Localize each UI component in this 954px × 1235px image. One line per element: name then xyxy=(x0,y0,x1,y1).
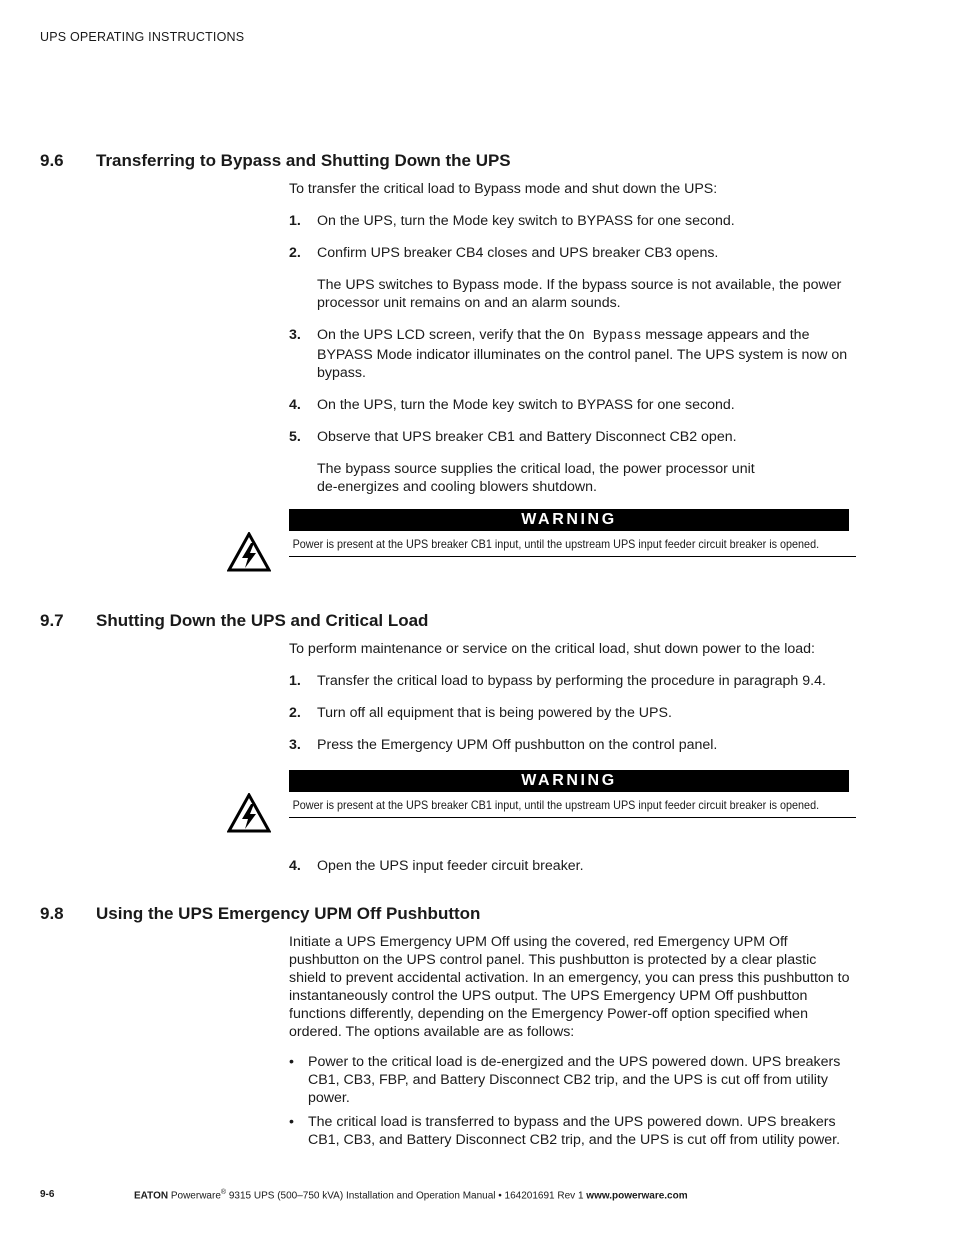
registered-mark: ® xyxy=(220,1189,227,1196)
step-text: Turn off all equipment that is being powered by the UPS. xyxy=(317,705,672,721)
lcd-message-code: On Bypass xyxy=(568,329,642,344)
step-item xyxy=(289,736,854,754)
section-heading-9-7 xyxy=(40,611,428,631)
section-body-9-6 xyxy=(289,180,854,496)
footer-title xyxy=(134,1189,688,1201)
section-body-9-7-continued xyxy=(289,857,854,875)
intro-text: Initiate a UPS Emergency UPM Off using the covered, red Emergency UPM Off pushbutton on the UPS control panel. This pushbutton is protected by a clear plastic shield to prevent accidental activation. In an emergency, you can press this pushbutton to instantaneously control the UPS output. The UPS Emergency UPM Off pushbutton functions differently, depending on the Emergency Power-off option specified when ordered. The options available are as follows: xyxy=(289,934,850,1040)
brand-name: EATON xyxy=(134,1190,169,1202)
section-number: 9.6 xyxy=(40,151,64,170)
section-body-9-8 xyxy=(289,933,854,1149)
step-number: 1. xyxy=(289,213,301,229)
section-body-9-7 xyxy=(289,640,854,754)
warning-text: Power is present at the UPS breaker CB1 input, until the upstream UPS input feeder circuit breaker is opened. xyxy=(289,531,856,557)
section-title: Using the UPS Emergency UPM Off Pushbutton xyxy=(96,904,481,923)
section-title: Shutting Down the UPS and Critical Load xyxy=(96,611,429,630)
section-number: 9.7 xyxy=(40,611,64,630)
step-item xyxy=(289,857,854,875)
step-item xyxy=(289,672,854,690)
section-heading-9-8 xyxy=(40,904,480,924)
section-title: Transferring to Bypass and Shutting Down the UPS xyxy=(96,151,511,170)
product-name: Powerware xyxy=(168,1190,221,1202)
step-item xyxy=(289,704,854,722)
section-number: 9.8 xyxy=(40,904,64,923)
step-text-post: message appears and the BYPASS Mode indicator illuminates on the control panel. The UPS system is now on bypass. xyxy=(317,327,848,381)
warning-box xyxy=(289,770,849,818)
step-text: Confirm UPS breaker CB4 closes and UPS breaker CB3 opens. xyxy=(317,245,719,261)
step-item xyxy=(289,326,854,382)
intro-text: To transfer the critical load to Bypass mode and shut down the UPS: xyxy=(289,181,718,197)
website-link[interactable]: www.powerware.com xyxy=(586,1190,688,1202)
step-text-pre: On the UPS LCD screen, verify that the xyxy=(317,327,569,343)
step-text: On the UPS, turn the Mode key switch to BYPASS for one second. xyxy=(317,213,735,229)
step-number: 3. xyxy=(289,737,301,753)
bullet-dot: • xyxy=(289,1114,294,1130)
step-number: 5. xyxy=(289,429,301,445)
step-number: 2. xyxy=(289,705,301,721)
step-item xyxy=(289,396,854,414)
bullet-text: The critical load is transferred to bypass and the UPS powered down. UPS breakers CB1, CB3, and Battery Disconnect CB2 trip, and the UPS is cut off from utility power. xyxy=(308,1114,841,1148)
step-number: 2. xyxy=(289,245,301,261)
step-note xyxy=(289,460,854,496)
step-text: Observe that UPS breaker CB1 and Battery Disconnect CB2 open. xyxy=(317,429,737,445)
step-text: On the UPS, turn the Mode key switch to BYPASS for one second. xyxy=(317,397,735,413)
electrical-hazard-icon xyxy=(227,793,271,833)
electrical-hazard-icon xyxy=(227,532,271,572)
page-number: 9-6 xyxy=(40,1189,55,1200)
step-text: Open the UPS input feeder circuit breaker. xyxy=(317,858,584,874)
section-heading-9-6 xyxy=(40,151,511,171)
bullet-text: Power to the critical load is de-energized and the UPS powered down. UPS breakers CB1, CB3, FBP, and Battery Disconnect CB2 trip, and the UPS is cut off from utility power. xyxy=(308,1054,841,1106)
intro-text: To perform maintenance or service on the critical load, shut down power to the load: xyxy=(289,641,816,657)
step-text: Press the Emergency UPM Off pushbutton on the control panel. xyxy=(317,737,718,753)
step-text: Transfer the critical load to bypass by performing the procedure in paragraph 9.4. xyxy=(317,673,826,689)
step-note xyxy=(289,276,854,312)
step-number: 3. xyxy=(289,327,301,343)
manual-title: 9315 UPS (500–750 kVA) Installation and Operation Manual • 164201691 Rev 1 xyxy=(226,1190,587,1202)
warning-label: WARNING xyxy=(289,770,849,792)
step-number: 1. xyxy=(289,673,301,689)
note-text: The UPS switches to Bypass mode. If the bypass source is not available, the power processor unit remains on and an alarm sounds. xyxy=(317,277,842,311)
step-number: 4. xyxy=(289,397,301,413)
warning-box xyxy=(289,509,849,557)
note-text-line-1: The bypass source supplies the critical load, the power processor unit xyxy=(317,461,755,477)
warning-label: WARNING xyxy=(289,509,849,531)
step-item xyxy=(289,212,854,230)
step-number: 4. xyxy=(289,858,301,874)
running-head: UPS OPERATING INSTRUCTIONS xyxy=(40,30,245,44)
bullet-dot: • xyxy=(289,1054,294,1070)
bullet-item xyxy=(289,1113,854,1149)
step-item xyxy=(289,428,854,446)
step-item xyxy=(289,244,854,262)
warning-text: Power is present at the UPS breaker CB1 input, until the upstream UPS input feeder circuit breaker is opened. xyxy=(289,792,856,818)
bullet-item xyxy=(289,1053,854,1107)
note-text-line-2: de-energizes and cooling blowers shutdown. xyxy=(317,479,597,495)
